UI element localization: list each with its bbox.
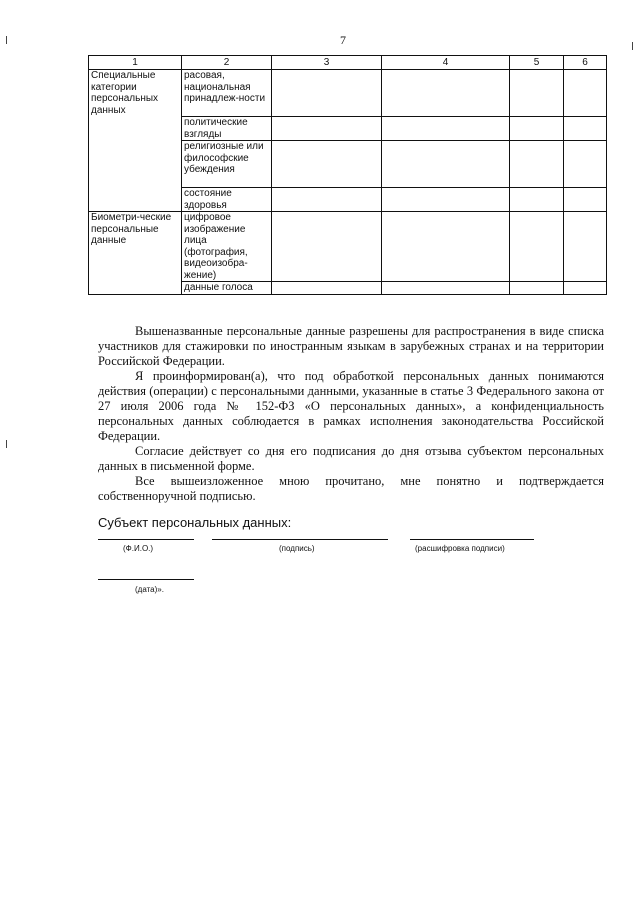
table-row xyxy=(89,70,607,117)
subject-label: Субъект персональных данных: xyxy=(98,515,292,530)
column-header: 5 xyxy=(510,56,564,70)
personal-data-table xyxy=(88,55,607,295)
paragraph: Я проинформирован(а), что под обработкой персональных данных понимаются действия (операции) с персональными данными, указанные в статье 3 Федерального закона от 27 июля 2006 года № 152-ФЗ «О персональных данных», а конфиденциальность персональных данных соблюдается в рамках исполнения законодательства Российской Федерации. xyxy=(98,369,604,443)
column-header: 1 xyxy=(89,56,182,70)
signature-line xyxy=(212,539,388,540)
date-caption: (дата)». xyxy=(135,585,164,594)
item-cell: расовая, национальная принадлеж-ности xyxy=(182,70,272,117)
category-cell: Специальные категории персональных данных xyxy=(89,70,182,212)
decode-caption: (расшифровка подписи) xyxy=(415,544,505,553)
scan-mark-left-mid xyxy=(6,440,7,448)
table-header-row xyxy=(89,56,607,70)
paragraph: Все вышеизложенное мною прочитано, мне понятно и подтверждается собственноручной подписью. xyxy=(98,474,604,503)
category-cell: Биометри-ческие персональные данные xyxy=(89,212,182,295)
date-line xyxy=(98,579,194,580)
decode-line xyxy=(410,539,534,540)
page-number: 7 xyxy=(340,33,346,47)
fio-caption: (Ф.И.О.) xyxy=(123,544,154,553)
column-header: 4 xyxy=(382,56,510,70)
column-header: 2 xyxy=(182,56,272,70)
item-cell: политические взгляды xyxy=(182,117,272,141)
column-header: 3 xyxy=(272,56,382,70)
scan-mark-right xyxy=(632,42,633,50)
item-cell: религиозные или философские убеждения xyxy=(182,141,272,188)
scan-mark-left-top xyxy=(6,36,7,44)
column-header: 6 xyxy=(564,56,607,70)
item-cell: состояние здоровья xyxy=(182,188,272,212)
paragraph: Вышеназванные персональные данные разрешены для распространения в виде списка участников для стажировки по иностранным языкам в зарубежных странах и на территории Российской Федерации. xyxy=(98,324,604,368)
table-row xyxy=(89,212,607,282)
fio-line xyxy=(98,539,194,540)
item-cell: данные голоса xyxy=(182,282,272,295)
paragraph: Согласие действует со дня его подписания до дня отзыва субъектом персональных данных в письменной форме. xyxy=(98,444,604,473)
signature-caption: (подпись) xyxy=(279,544,315,553)
consent-text xyxy=(98,324,604,504)
item-cell: цифровое изображение лица (фотография, видеоизобра-жение) xyxy=(182,212,272,282)
